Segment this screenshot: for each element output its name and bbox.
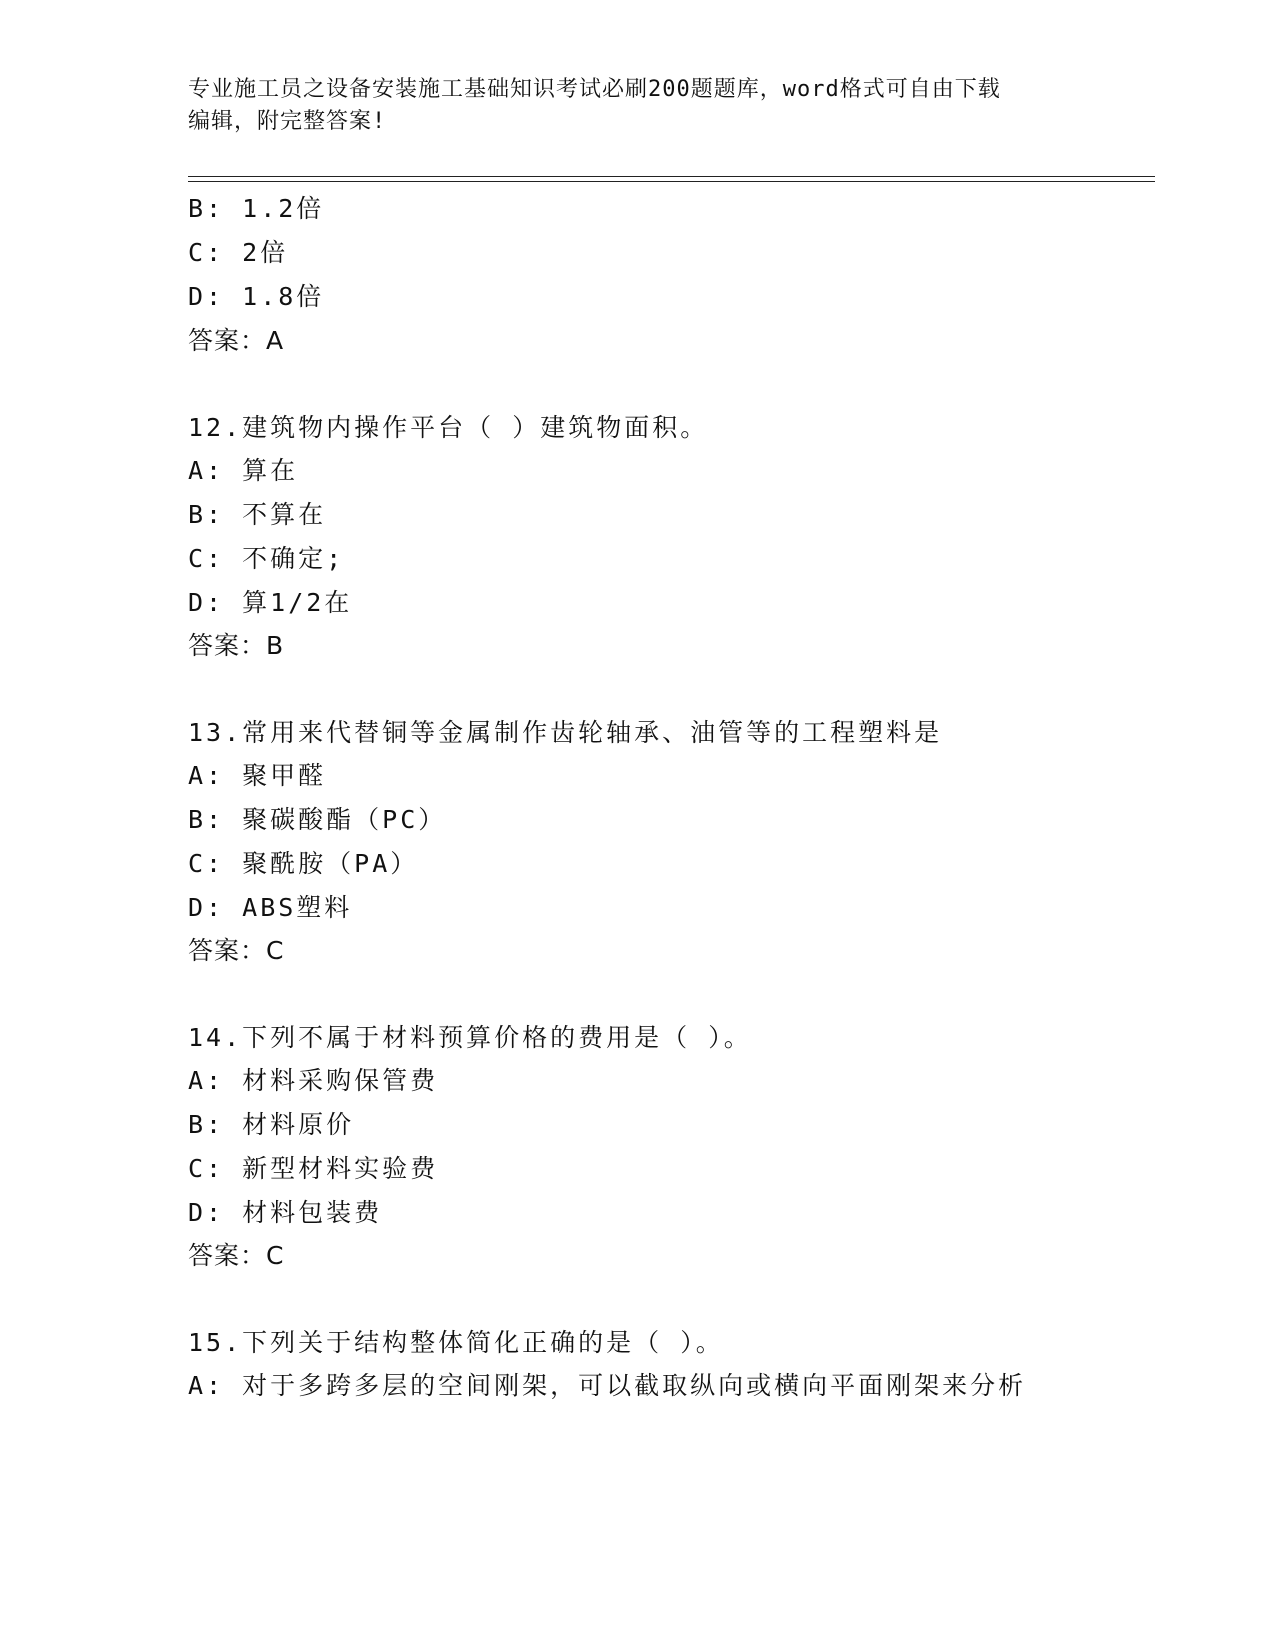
header-divider-bottom xyxy=(188,181,1155,182)
q12-answer: 答案：B xyxy=(188,631,285,660)
q14-option-c: C: 新型材料实验费 xyxy=(188,1154,439,1183)
header-divider-top xyxy=(188,176,1155,177)
q14-option-b: B: 材料原价 xyxy=(188,1110,355,1139)
q14-option-d: D: 材料包装费 xyxy=(188,1198,383,1227)
prev-answer: 答案：A xyxy=(188,326,285,355)
prev-option-d: D: 1.8倍 xyxy=(188,282,325,311)
header-line-1: 专业施工员之设备安装施工基础知识考试必刷200题题库，word格式可自由下载 xyxy=(188,77,1001,102)
q15-stem: 15.下列关于结构整体简化正确的是（ ）。 xyxy=(188,1328,724,1357)
q15-option-a: A: 对于多跨多层的空间刚架，可以截取纵向或横向平面刚架来分析 xyxy=(188,1371,1027,1400)
q14-option-a: A: 材料采购保管费 xyxy=(188,1066,439,1095)
q12-option-b: B: 不算在 xyxy=(188,500,327,529)
prev-option-c: C: 2倍 xyxy=(188,238,289,267)
q13-option-a: A: 聚甲醛 xyxy=(188,761,327,790)
header-line-2: 编辑，附完整答案! xyxy=(188,109,387,134)
q13-option-b: B: 聚碳酸酯（PC） xyxy=(188,805,447,834)
q12-stem: 12.建筑物内操作平台（ ）建筑物面积。 xyxy=(188,413,709,442)
q14-stem: 14.下列不属于材料预算价格的费用是（ ）。 xyxy=(188,1023,752,1052)
q12-option-a: A: 算在 xyxy=(188,456,299,485)
prev-option-b: B: 1.2倍 xyxy=(188,194,325,223)
q12-option-d: D: 算1/2在 xyxy=(188,588,353,617)
q13-answer: 答案：C xyxy=(188,936,285,965)
q13-option-c: C: 聚酰胺（PA） xyxy=(188,849,419,878)
q13-option-d: D: ABS塑料 xyxy=(188,893,353,922)
q13-stem: 13.常用来代替铜等金属制作齿轮轴承、油管等的工程塑料是 xyxy=(188,718,943,747)
q12-option-c: C: 不确定; xyxy=(188,544,345,573)
q14-answer: 答案：C xyxy=(188,1241,285,1270)
document-header xyxy=(188,74,1088,138)
